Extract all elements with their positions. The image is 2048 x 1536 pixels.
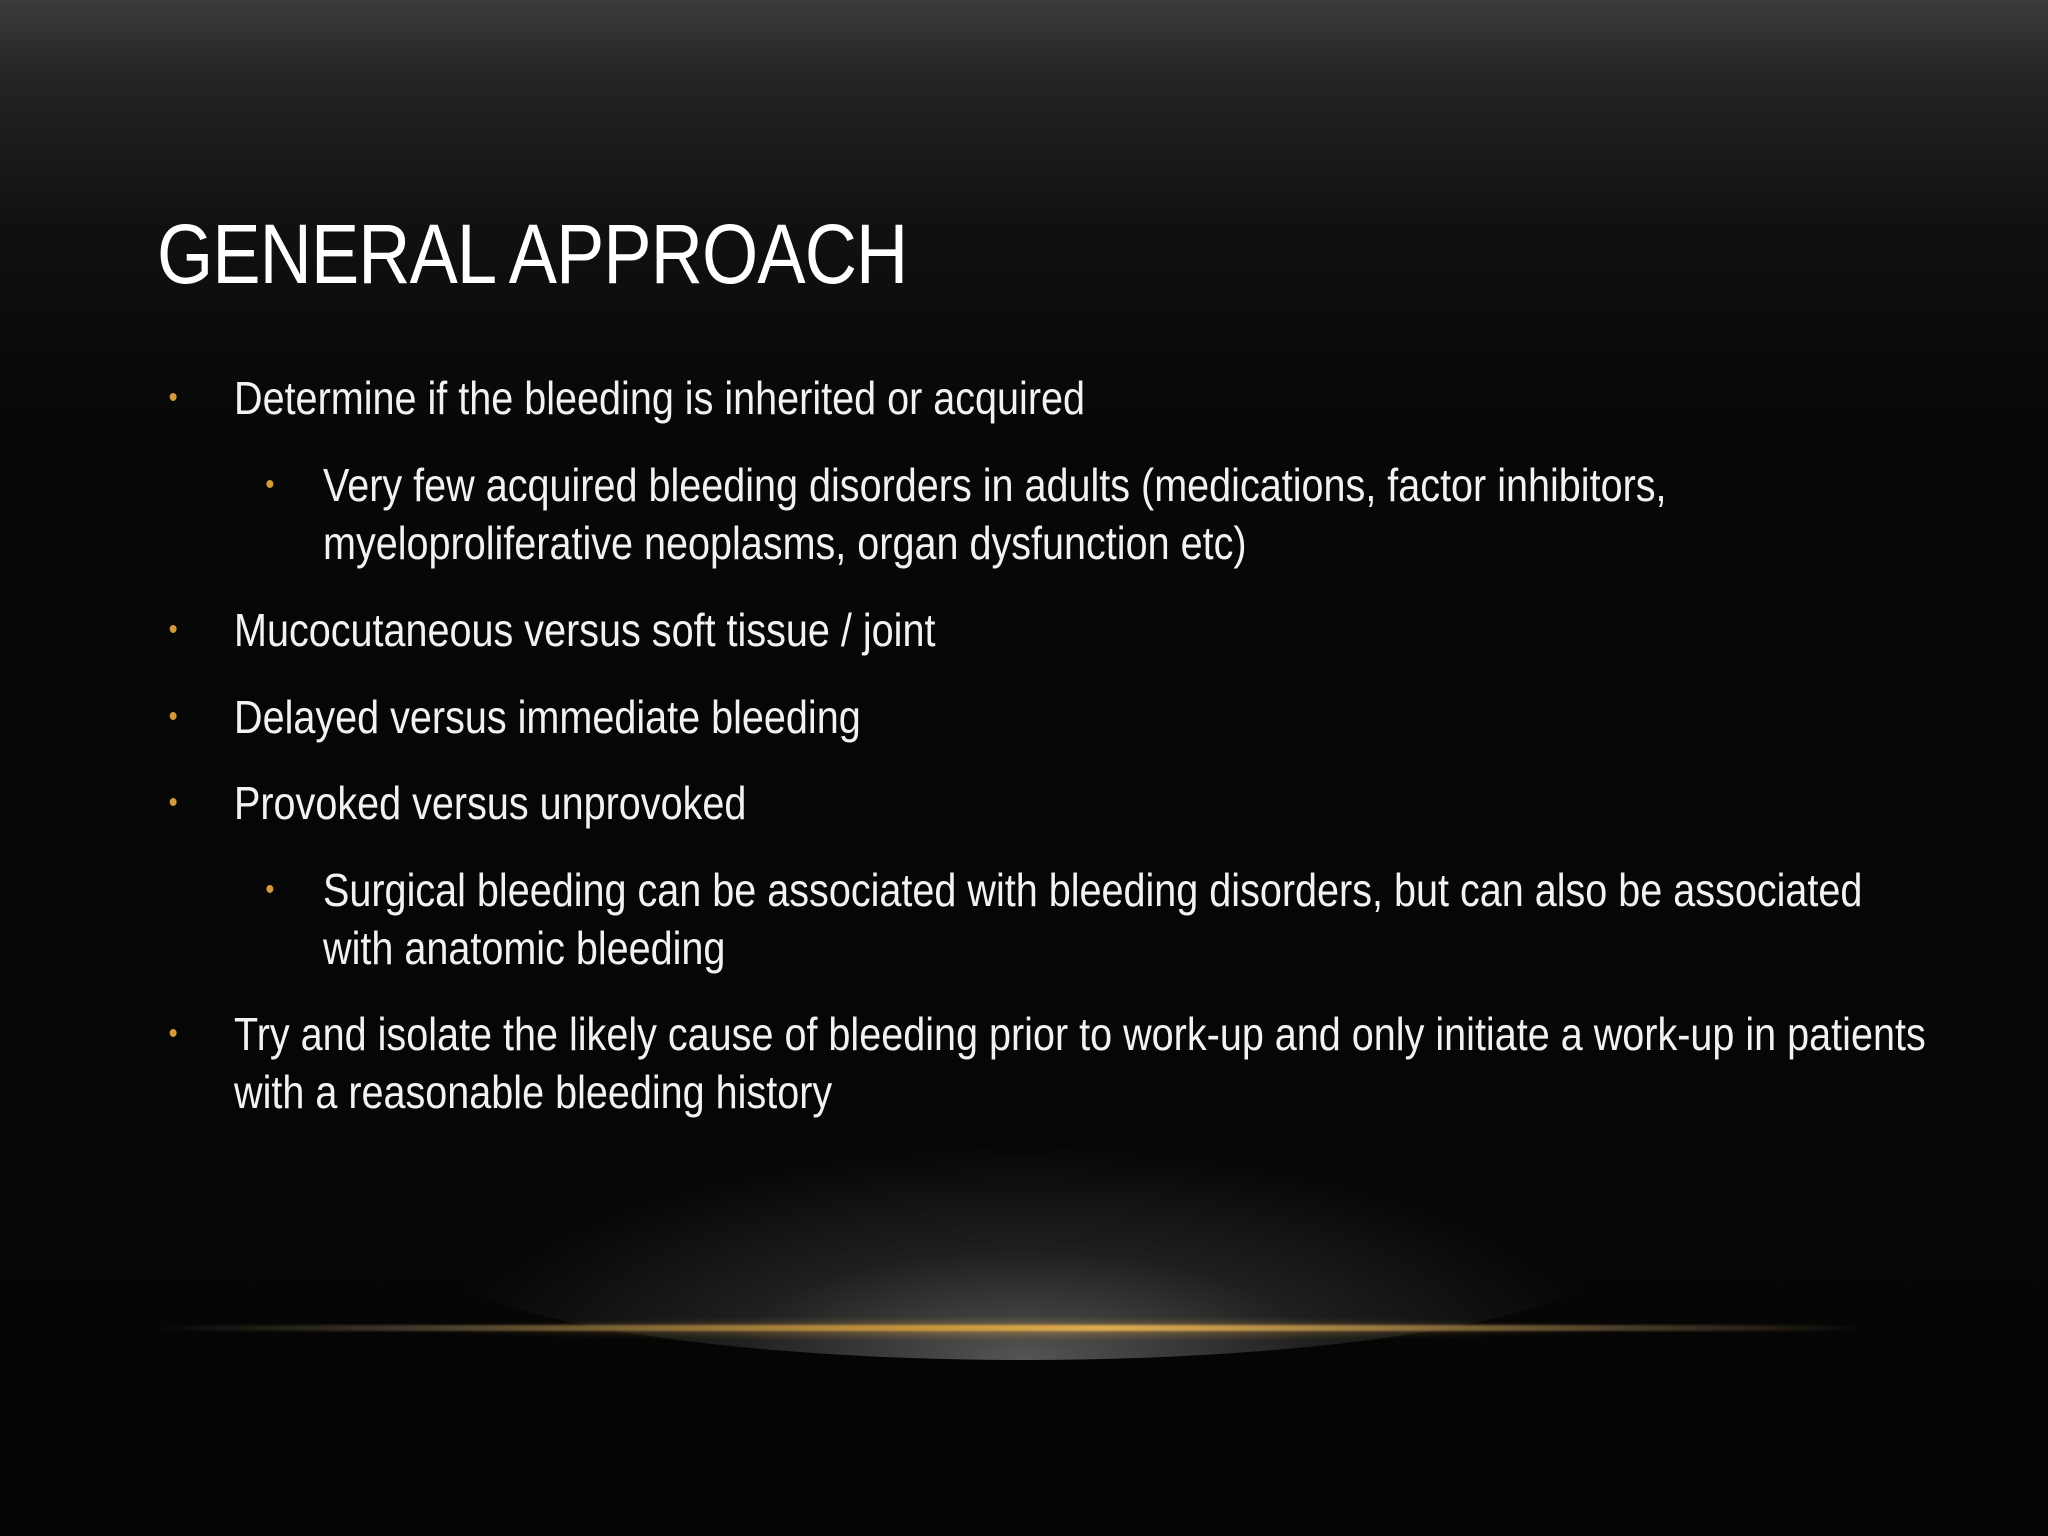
bullet-text: Surgical bleeding can be associated with bleeding disorders, but can also be associated with anatomic bleeding: [323, 864, 1863, 974]
bullet-dot-icon: •: [265, 468, 275, 501]
bullet-dot-icon: •: [168, 1017, 178, 1050]
bullet-item: [168, 1005, 1945, 1121]
bullet-item: [168, 369, 1945, 427]
bullet-item: [168, 688, 1945, 746]
bullet-dot-icon: •: [168, 700, 178, 733]
bullet-item: [168, 601, 1945, 659]
bullet-text: Very few acquired bleeding disorders in adults (medications, factor inhibitors, myeloproliferative neoplasms, organ dysfunction etc): [323, 459, 1667, 569]
bullet-text: Try and isolate the likely cause of bleeding prior to work-up and only initiate a work-up in patients with a reasonable bleeding history: [234, 1008, 1926, 1118]
bullet-text: Provoked versus unprovoked: [234, 777, 747, 829]
bullet-text: Determine if the bleeding is inherited or acquired: [234, 372, 1086, 424]
sub-bullet-item: [265, 861, 1940, 977]
bullet-dot-icon: •: [168, 381, 178, 414]
bullet-dot-icon: •: [265, 873, 275, 906]
slide-title: GENERAL APPROACH: [157, 207, 908, 301]
sub-bullet-item: [265, 456, 1940, 572]
bullet-dot-icon: •: [168, 613, 178, 646]
bullet-dot-icon: •: [168, 786, 178, 819]
bullet-text: Delayed versus immediate bleeding: [234, 691, 861, 743]
bullet-item: [168, 774, 1945, 832]
bullet-text: Mucocutaneous versus soft tissue / joint: [234, 604, 936, 656]
